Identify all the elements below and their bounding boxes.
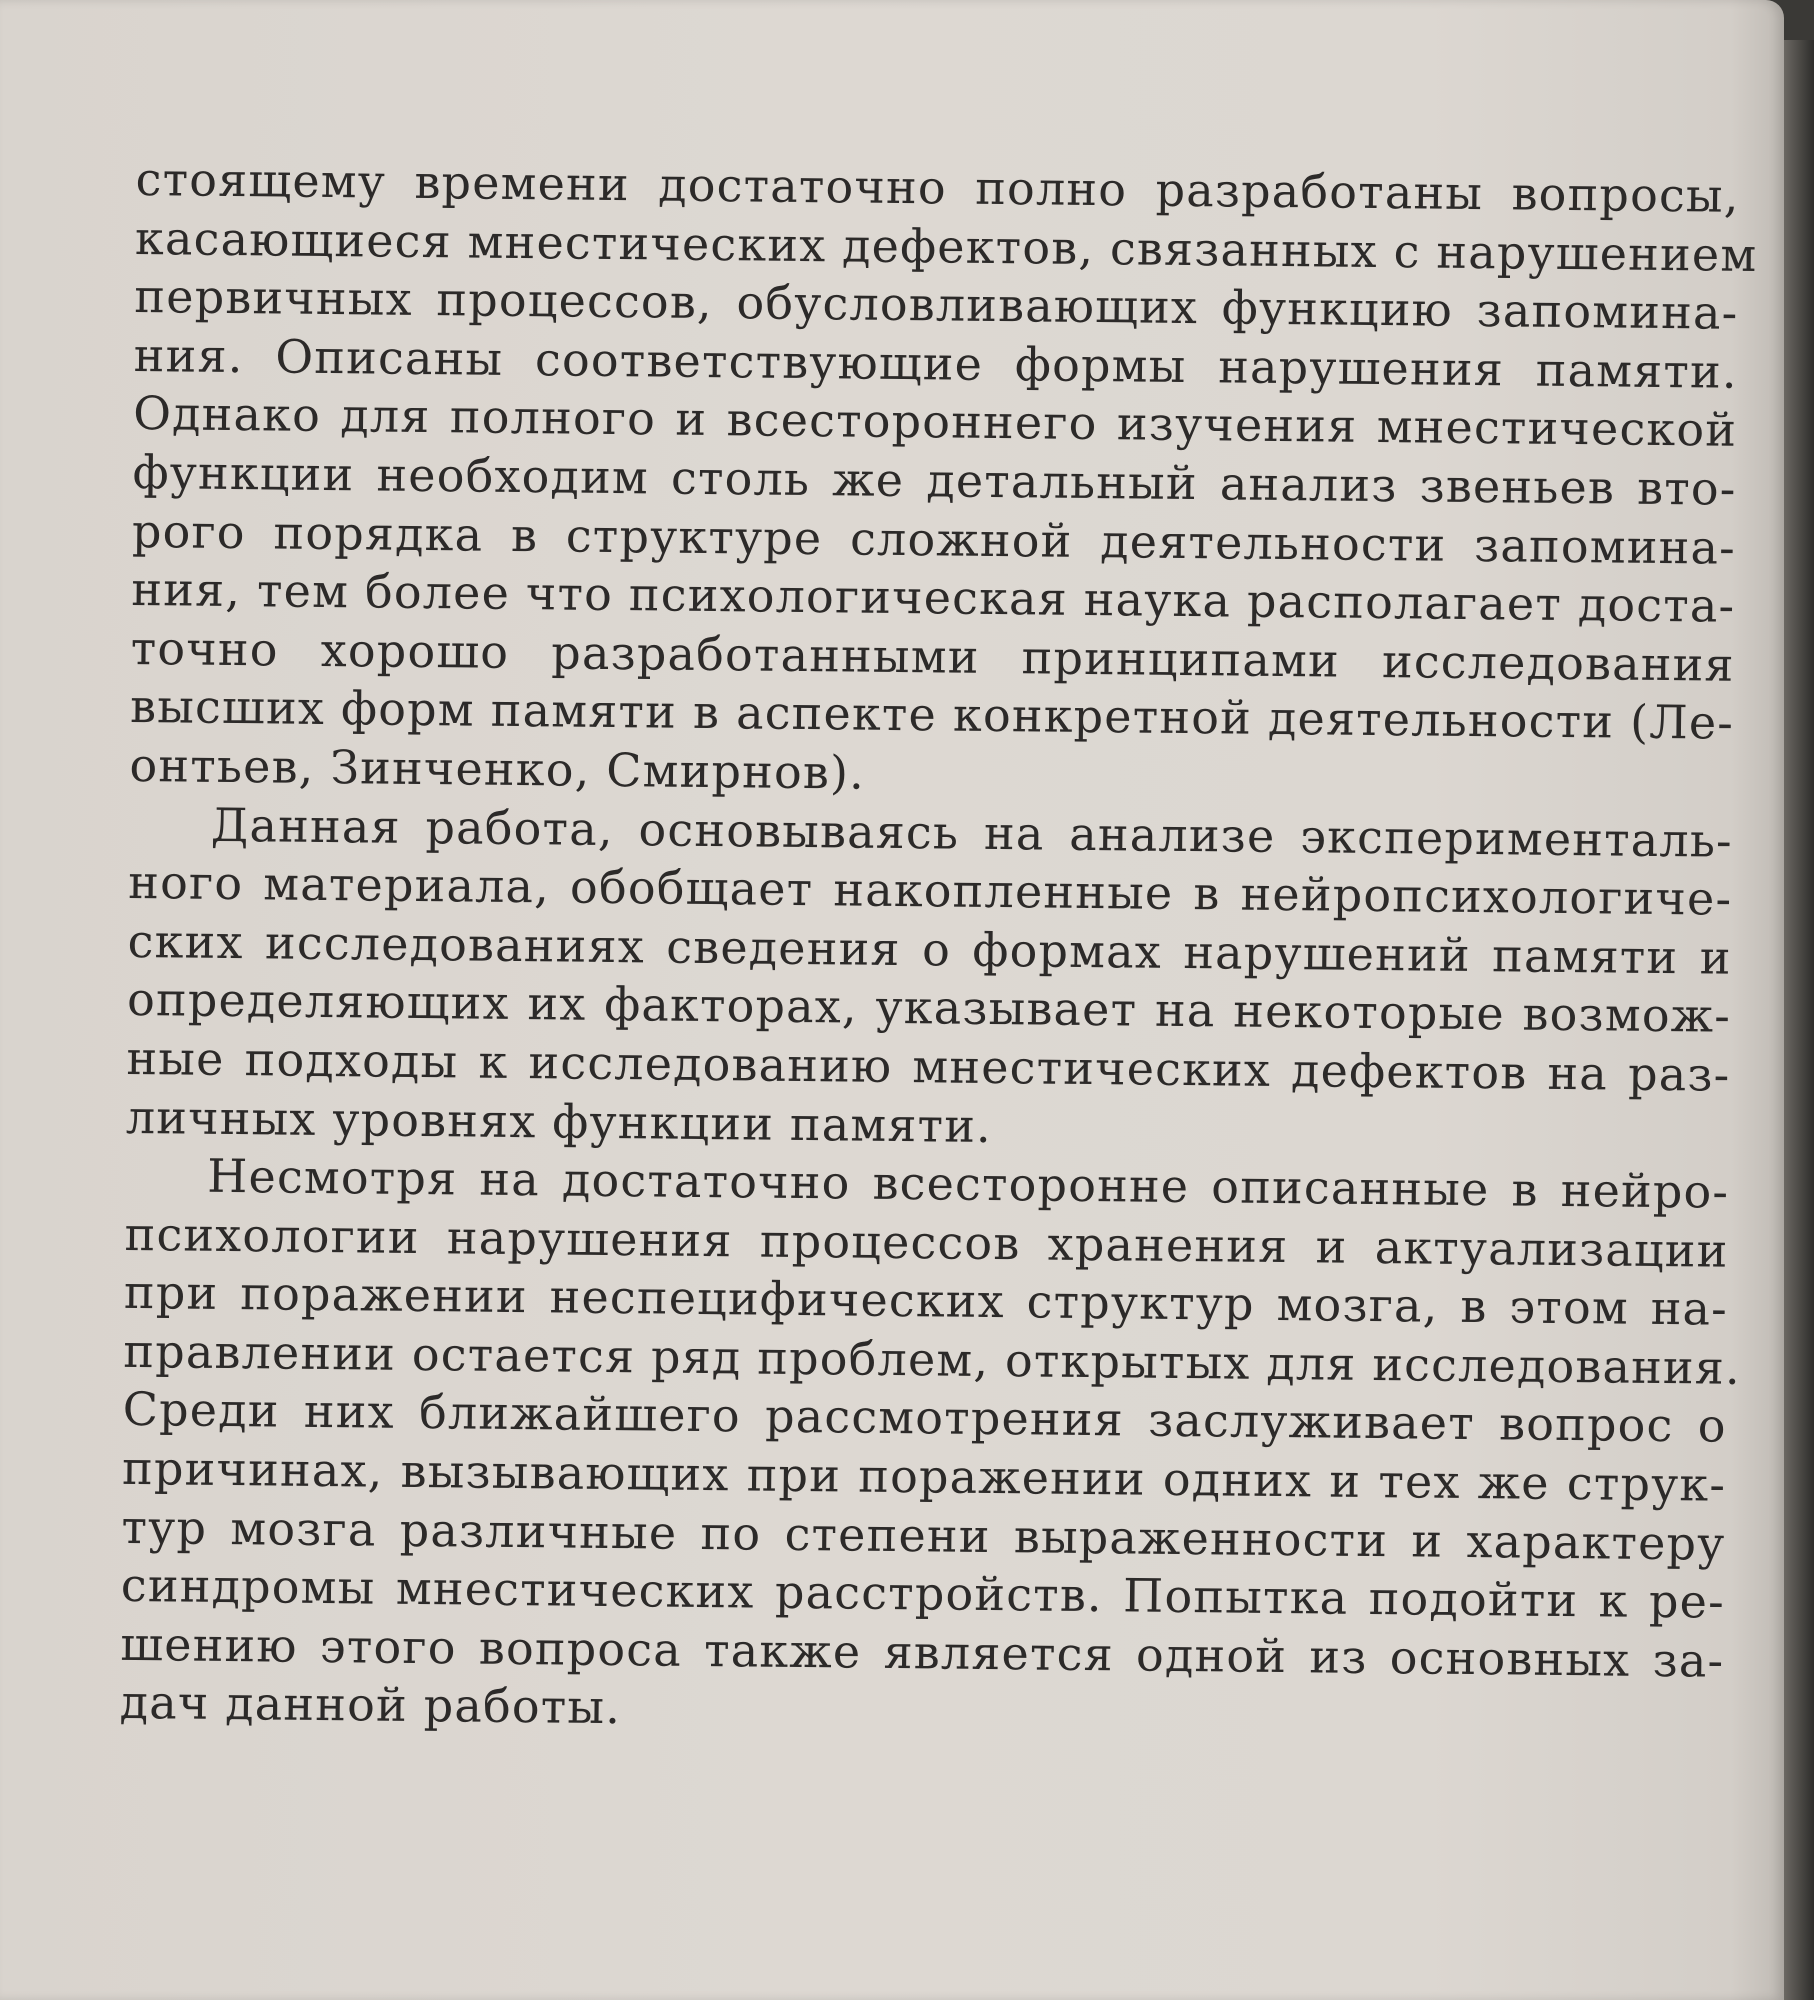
text-line: рого порядка в структуре сложной деятельности запомина- bbox=[131, 503, 1737, 575]
text-line: Несмотря на достаточно всесторонне описанные в нейро- bbox=[206, 1148, 1730, 1219]
text-line: синдромы мнестических расстройств. Попытка подойти к ре- bbox=[120, 1558, 1726, 1629]
text-line: онтьев, Зинченко, Смирнов). bbox=[129, 737, 866, 800]
text-line: ния. Описаны соответствующие формы нарушения памяти. bbox=[133, 327, 1739, 399]
text-line: тур мозга различные по степени выраженности и характеру bbox=[121, 1499, 1726, 1571]
text-line: психологии нарушения процессов хранения и актуализации bbox=[124, 1206, 1729, 1278]
page-edge-shadow bbox=[1784, 40, 1814, 2000]
text-line: Среди них ближайшего рассмотрения заслуживает вопрос о bbox=[122, 1382, 1728, 1454]
text-line: первичных процессов, обусловливающих функцию запомина- bbox=[134, 269, 1739, 340]
paragraph-2 bbox=[126, 794, 1734, 1162]
paragraph-3 bbox=[119, 1146, 1742, 1749]
text-line: высших форм памяти в аспекте конкретной деятельности (Ле- bbox=[129, 679, 1735, 751]
body-text bbox=[119, 150, 1758, 1749]
text-line: касающиеся мнестических дефектов, связанных с нарушением bbox=[134, 210, 1758, 282]
text-line: определяющих их факторах, указывает на некоторые возмож- bbox=[126, 972, 1732, 1044]
text-line: шению этого вопроса также является одной из основных за- bbox=[120, 1616, 1725, 1688]
paragraph-1 bbox=[129, 150, 1758, 811]
text-line: стоящему времени достаточно полно разработаны вопросы, bbox=[135, 151, 1740, 223]
text-line: ских исследованиях сведения о формах нарушений памяти и bbox=[127, 913, 1732, 985]
text-line: личных уровнях функции памяти. bbox=[125, 1089, 993, 1153]
text-line: точно хорошо разработанными принципами исследования bbox=[130, 620, 1735, 692]
text-line: правлении остается ряд проблем, открытых для исследования. bbox=[123, 1323, 1742, 1395]
text-line: ного материала, обобщает накопленные в нейропсихологиче- bbox=[128, 855, 1733, 926]
text-line: ния, тем более что психологическая наука располагает доста- bbox=[131, 562, 1736, 633]
text-line: Данная работа, основываясь на анализе эксперименталь- bbox=[210, 797, 1734, 868]
text-line: причинах, вызывающих при поражении одних и тех же струк- bbox=[121, 1440, 1727, 1512]
text-line: функции необходим столь же детальный анализ звеньев вто- bbox=[132, 444, 1737, 516]
text-line: Однако для полного и всестороннего изучения мнестической bbox=[132, 386, 1738, 458]
text-line: при поражении неспецифических структур мозга, в этом на- bbox=[123, 1265, 1729, 1337]
text-line: дач данной работы. bbox=[119, 1675, 622, 1735]
text-line: ные подходы к исследованию мнестических дефектов на раз- bbox=[126, 1030, 1731, 1102]
